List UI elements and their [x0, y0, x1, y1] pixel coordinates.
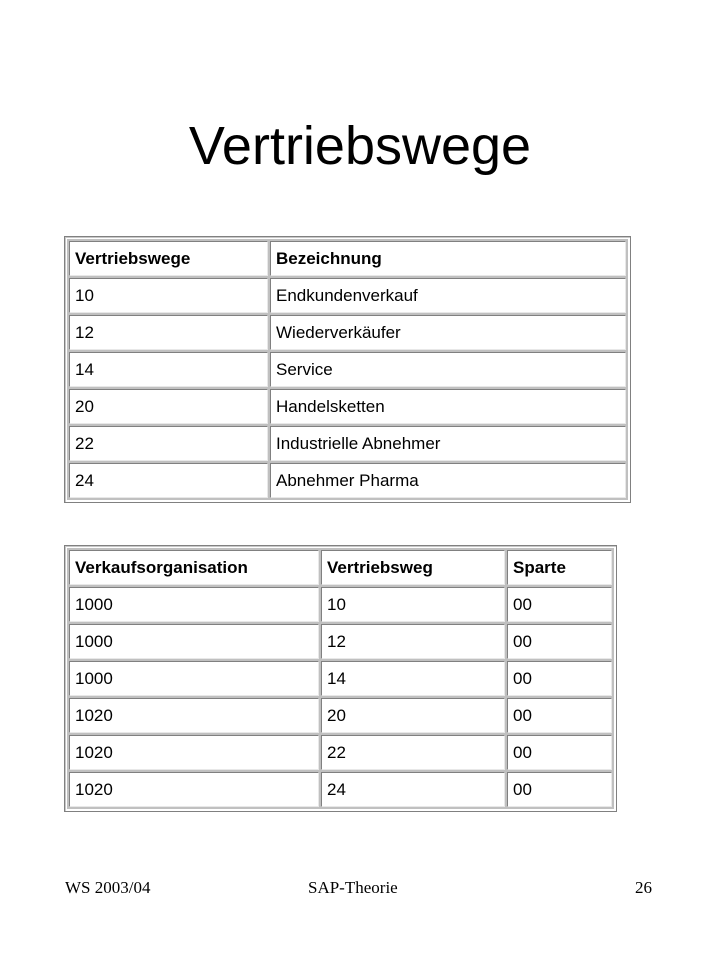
- footer-center-topic: SAP-Theorie: [308, 878, 398, 897]
- table-cell: Handelsketten: [270, 389, 626, 424]
- footer-left-course: WS 2003/04: [65, 878, 151, 897]
- table-cell: Abnehmer Pharma: [270, 463, 626, 498]
- table-cell: 22: [321, 735, 505, 770]
- table-cell: 10: [321, 587, 505, 622]
- table-cell: 00: [507, 587, 612, 622]
- table-cell: 1000: [69, 624, 319, 659]
- table-cell: 10: [69, 278, 268, 313]
- table-cell: 00: [507, 624, 612, 659]
- table-cell: 00: [507, 735, 612, 770]
- table-cell: 22: [69, 426, 268, 461]
- table-cell: 24: [69, 463, 268, 498]
- table-row: [69, 426, 626, 461]
- table-cell: 12: [69, 315, 268, 350]
- sales-org-assignment-table: [67, 548, 614, 809]
- table-row: [69, 698, 612, 733]
- table-cell: Endkundenverkauf: [270, 278, 626, 313]
- distribution-channels-table: [67, 239, 628, 500]
- table-row: [69, 624, 612, 659]
- column-header: Vertriebswege: [69, 241, 268, 276]
- table-cell: Wiederverkäufer: [270, 315, 626, 350]
- table-row: [69, 352, 626, 387]
- table-row: [69, 463, 626, 498]
- table-cell: 14: [321, 661, 505, 696]
- footer-page-number: 26: [635, 878, 652, 897]
- table-cell: 1020: [69, 735, 319, 770]
- table-row: [69, 315, 626, 350]
- table-row: [69, 772, 612, 807]
- column-header: Sparte: [507, 550, 612, 585]
- table-cell: 12: [321, 624, 505, 659]
- table-cell: 1020: [69, 772, 319, 807]
- table-row: [69, 389, 626, 424]
- slide-title: Vertriebswege: [188, 116, 532, 176]
- table-cell: 1020: [69, 698, 319, 733]
- column-header: Verkaufsorganisation: [69, 550, 319, 585]
- table-row: [69, 735, 612, 770]
- table-header-row: [69, 241, 626, 276]
- table-cell: 00: [507, 772, 612, 807]
- sales-org-assignment-table-frame: [64, 545, 617, 812]
- column-header: Vertriebsweg: [321, 550, 505, 585]
- column-header: Bezeichnung: [270, 241, 626, 276]
- table-cell: 14: [69, 352, 268, 387]
- table-cell: 20: [69, 389, 268, 424]
- table-cell: Industrielle Abnehmer: [270, 426, 626, 461]
- table-cell: Service: [270, 352, 626, 387]
- table-row: [69, 587, 612, 622]
- distribution-channels-table-frame: [64, 236, 631, 503]
- table-cell: 1000: [69, 661, 319, 696]
- table-row: [69, 278, 626, 313]
- table-row: [69, 661, 612, 696]
- table-header-row: [69, 550, 612, 585]
- table-cell: 1000: [69, 587, 319, 622]
- table-cell: 24: [321, 772, 505, 807]
- table-cell: 20: [321, 698, 505, 733]
- table-cell: 00: [507, 698, 612, 733]
- table-cell: 00: [507, 661, 612, 696]
